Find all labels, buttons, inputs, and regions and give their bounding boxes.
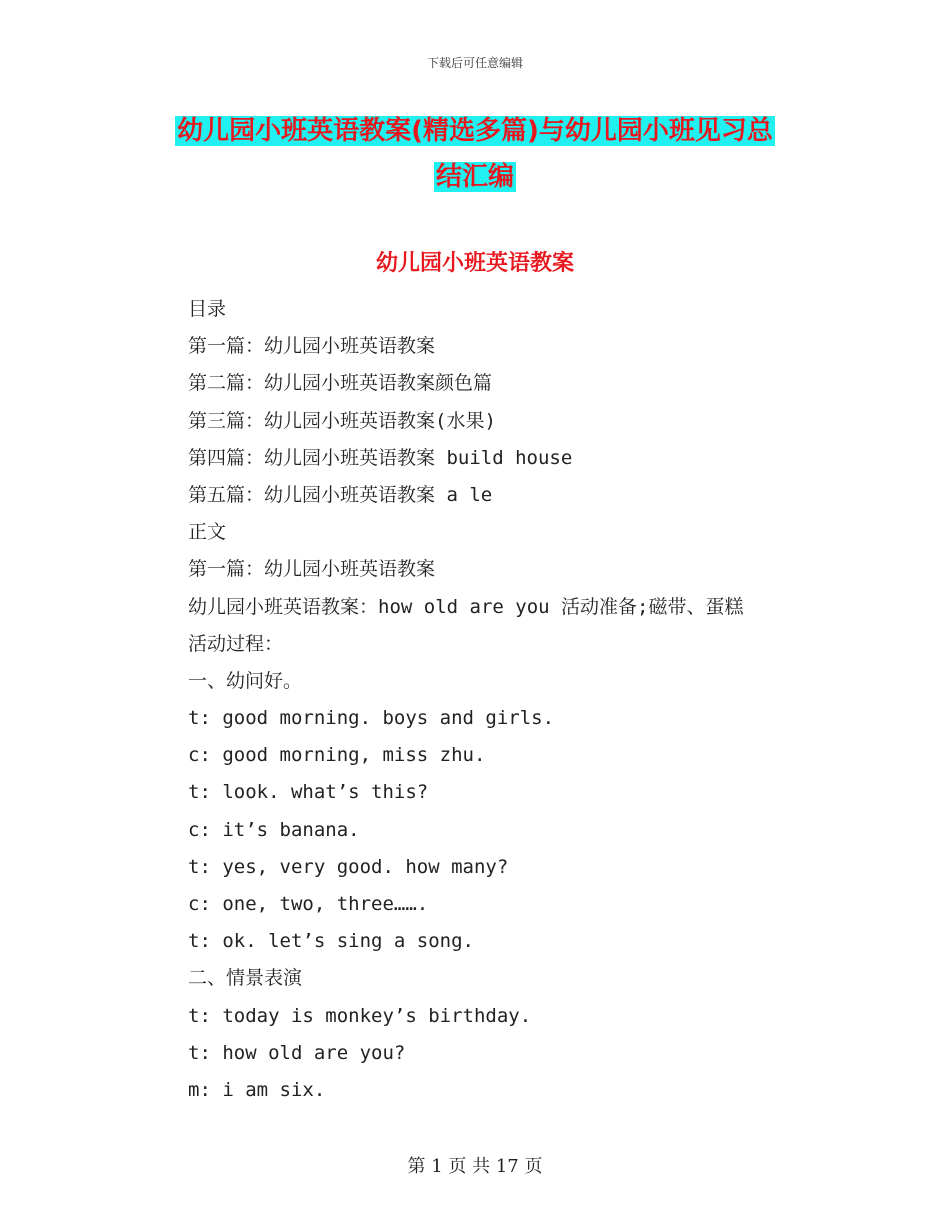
body-line: 二、情景表演 (188, 967, 303, 990)
body-line: 第三篇：幼儿园小班英语教案(水果) (188, 409, 496, 432)
body-line: m: i am six. (188, 1078, 326, 1101)
body-line: t: how old are you? (188, 1041, 406, 1064)
document-title-line-1: 幼儿园小班英语教案(精选多篇)与幼儿园小班见习总 (177, 116, 773, 146)
body-line: c: good morning, miss zhu. (188, 744, 486, 767)
body-line: t: ok. let’s sing a song. (188, 930, 474, 953)
page-header: 下载后可任意编辑 (426, 56, 523, 70)
page-footer: 第 1 页 共 17 页 (407, 1156, 543, 1177)
body-line: 活动过程： (188, 632, 284, 655)
section-heading: 幼儿园小班英语教案 (375, 251, 574, 276)
body-line: c: one, two, three……. (188, 893, 429, 915)
document-title (0, 108, 950, 200)
body-line: 正文 (188, 521, 227, 544)
body-line: c: it’s banana. (188, 818, 360, 841)
body-line: 第一篇：幼儿园小班英语教案 (188, 558, 436, 581)
body-line: t: good morning. boys and girls. (188, 707, 555, 730)
document-title-line-2: 结汇编 (435, 162, 514, 192)
document-body (188, 291, 828, 1109)
body-line: 第一篇：幼儿园小班英语教案 (188, 335, 436, 358)
body-line: 第四篇：幼儿园小班英语教案 build house (188, 446, 573, 469)
body-line: 目录 (188, 298, 227, 320)
body-line: 一、幼问好。 (188, 669, 303, 692)
body-line: t: yes, very good. how many? (188, 855, 509, 878)
body-line: t: look. what’s this? (188, 781, 429, 804)
body-line: 第五篇：幼儿园小班英语教案 a le (188, 483, 493, 506)
body-line: t: today is monkey’s birthday. (188, 1004, 532, 1027)
body-line: 第二篇：幼儿园小班英语教案颜色篇 (188, 372, 493, 395)
body-line: 幼儿园小班英语教案：how old are you 活动准备;磁带、蛋糕 (188, 595, 744, 618)
